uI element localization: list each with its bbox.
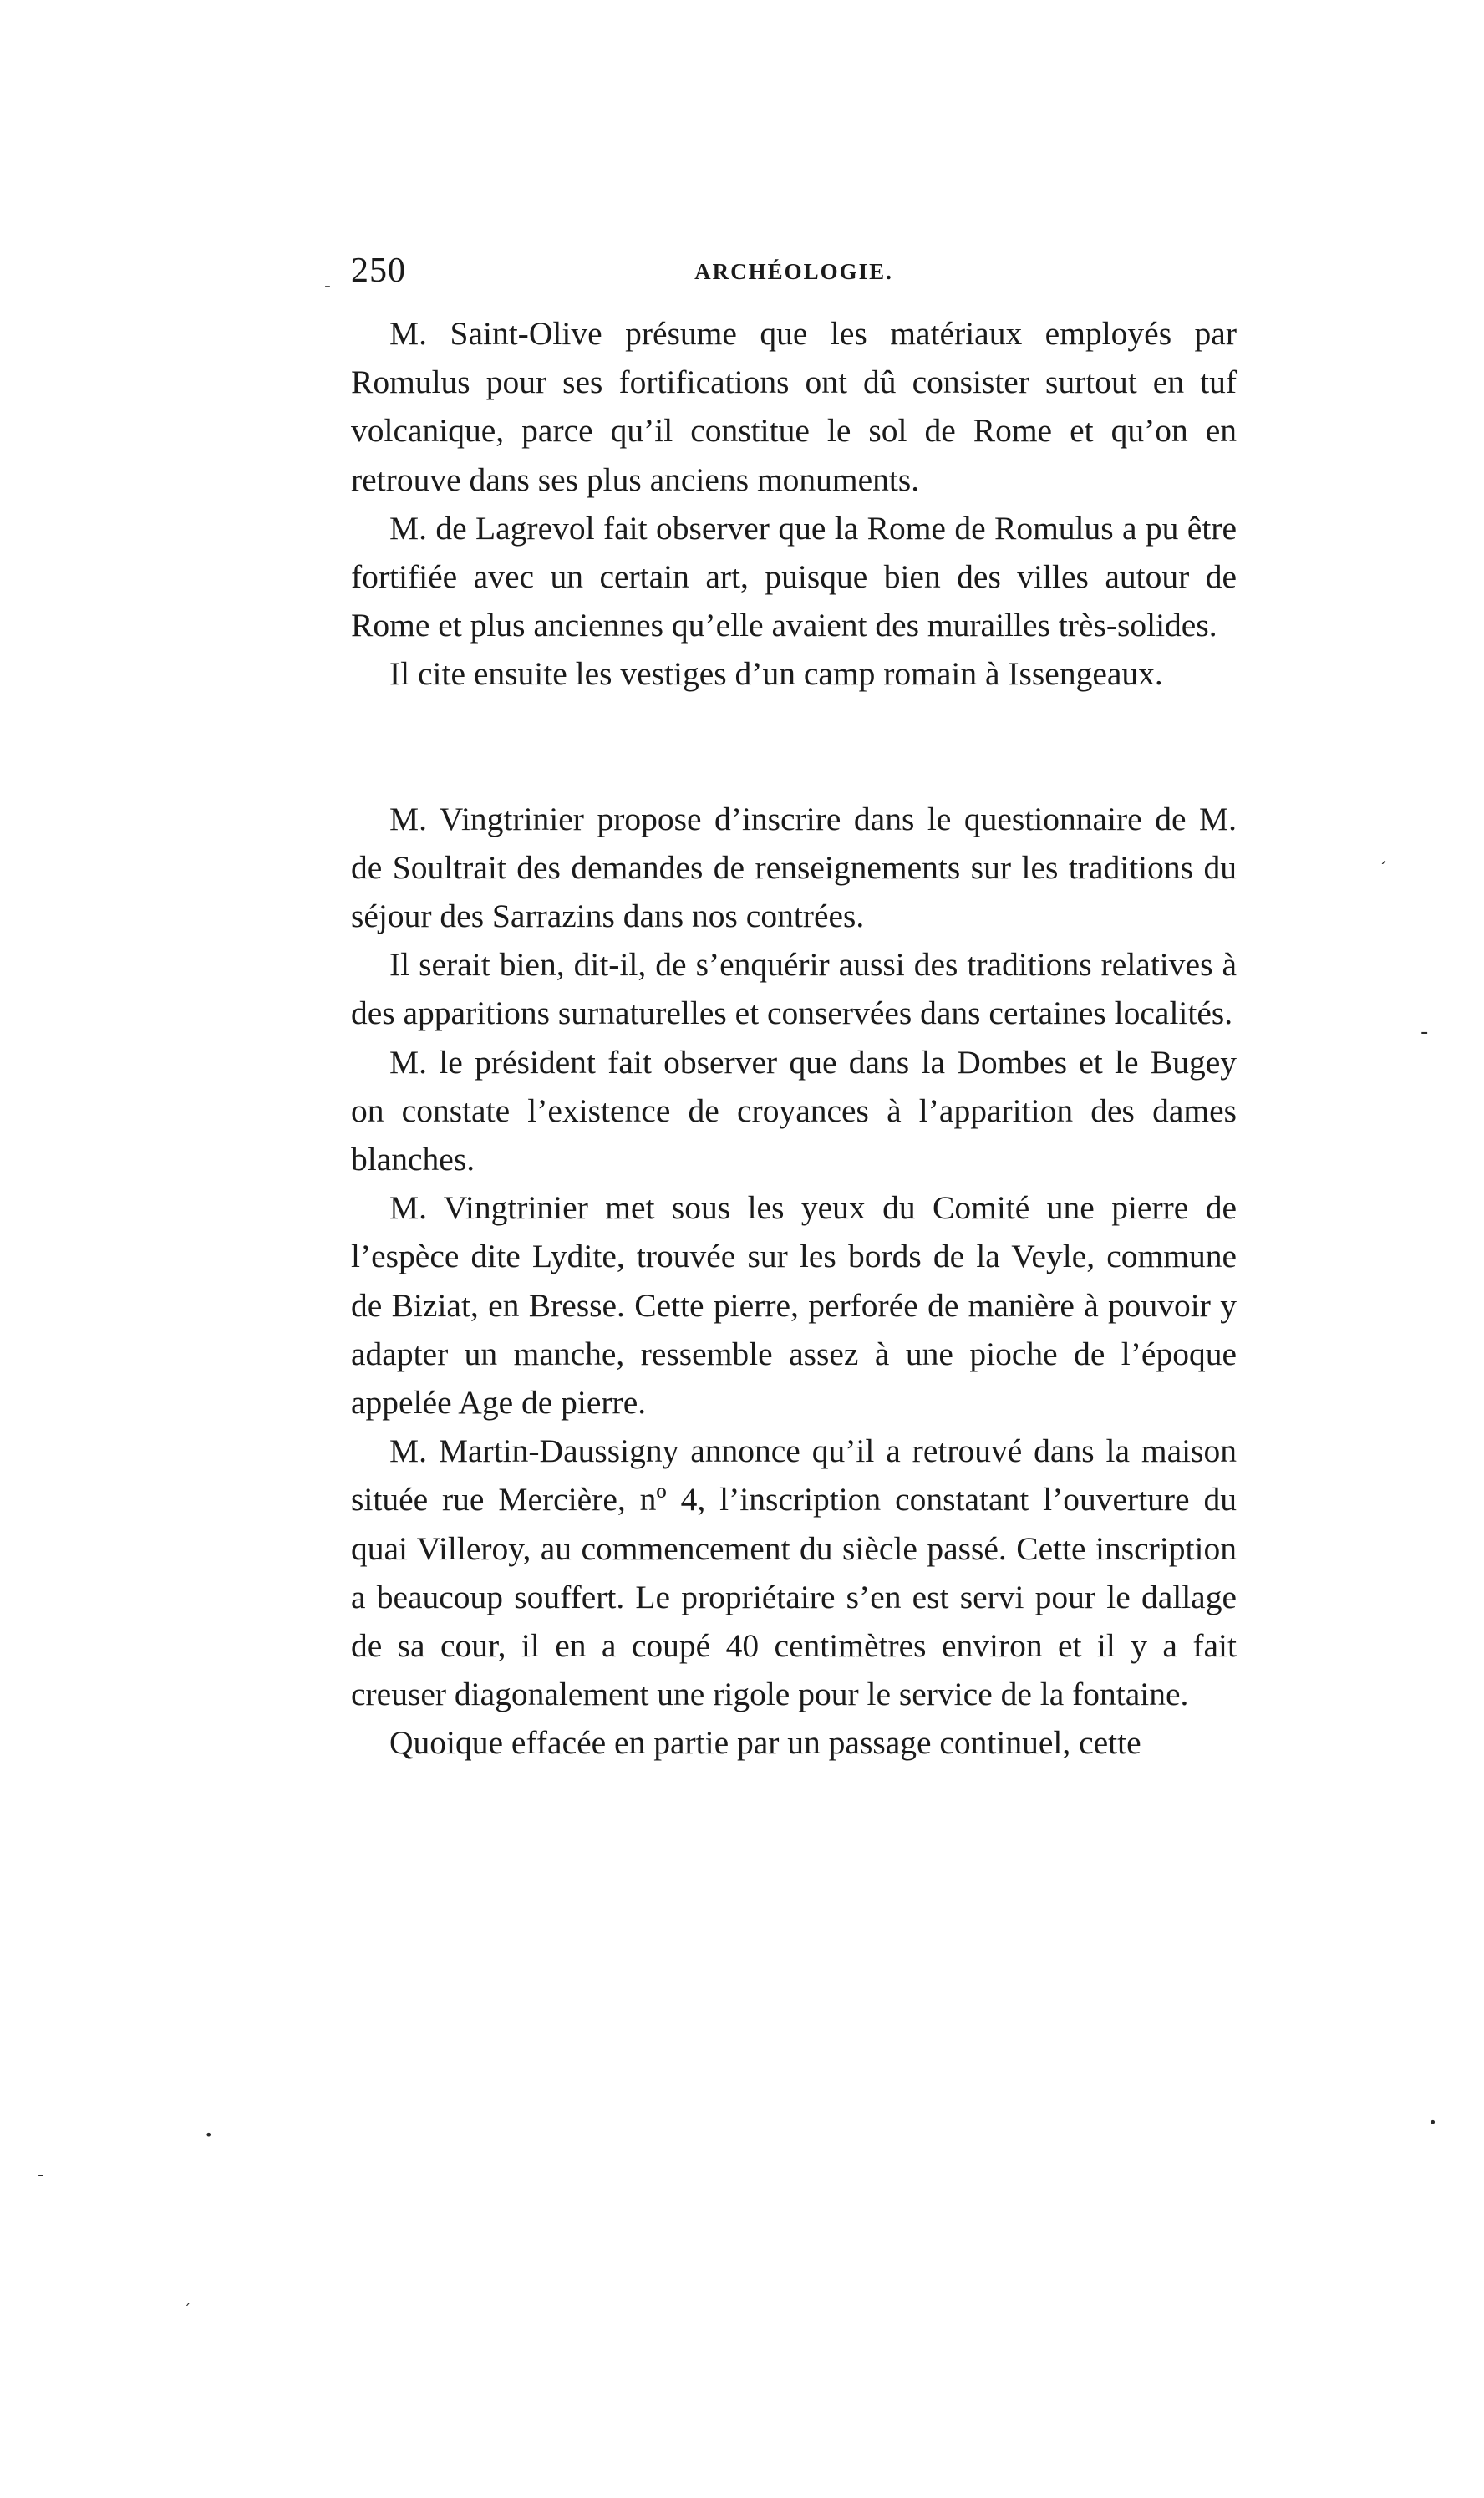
scan-speck: ˏ [184,2290,191,2306]
paragraph-continuation: Quoique effacée en partie par un passage continuel, cette [389,1724,1141,1762]
scan-speck: - [1420,1020,1429,1045]
paragraph-traditions: Il serait bien, dit-il, de s’enquérir aussi des traditions relatives à des apparitions surnaturelles et conservées dans certaines localités. [351,946,1237,1032]
paragraph-lagrevol: M. de Lagrevol fait observer que la Rome de Romulus a pu être fortifiée avec un certain art, puisque bien des villes autour de Rome et plus anciennes qu’elle avaient des murailles très-solides. [351,509,1237,644]
paragraph-president: M. le président fait observer que dans la Dombes et le Bugey on constate l’existence de croyances à l’apparition des dames blanches. [351,1043,1237,1178]
scan-speck: - [324,276,331,297]
book-page [351,251,1237,1768]
scan-speck: • [205,2127,213,2143]
paragraph-saint-olive: M. Saint-Olive présume que les matériaux employés par Romulus pour ses fortifications ont dû consister surtout en tuf volcanique, parce qu’il constitue le sol de Rome et qu’on en retrouve dans ses plus anciens monuments. [351,315,1237,498]
paragraph-martin-daussigny: M. Martin-Daussigny annonce qu’il a retrouvé dans la maison située rue Mercière, nº 4, l’inscription constatant l’ouverture du quai Villeroy, au commencement du siècle passé. Cette inscription a beaucoup souffert. Le propriétaire s’en est servi pour le dallage de sa cour, il en a coupé 40 centimètres environ et il y a fait creuser diagonalement une rigole pour le service de la fontaine. [351,1432,1237,1713]
paragraph-issengeaux: Il cite ensuite les vestiges d’un camp romain à Issengeaux. [389,655,1163,693]
scan-speck: - [38,2165,44,2185]
running-title: ARCHÉOLOGIE. [694,259,893,284]
paragraph-vingtrinier-proposal: M. Vingtrinier propose d’inscrire dans le questionnaire de M. de Soultrait des demandes de renseignements sur les traditions du séjour des Sarrazins dans nos contrées. [351,800,1237,935]
scan-speck: ˏ [1379,844,1387,864]
page-number: 250 [351,252,406,290]
paragraph-lydite-stone: M. Vingtrinier met sous les yeux du Comité une pierre de l’espèce dite Lydite, trouvée sur les bords de la Veyle, commune de Biziat, en Bresse. Cette pierre, perforée de manière à pouvoir y adapter un manche, ressemble assez à une pioche de l’époque appelée Age de pierre. [351,1189,1237,1422]
body-text [351,309,1237,1768]
section-break [351,699,1237,795]
page-header [351,251,1237,309]
scan-speck: • [1429,2114,1437,2130]
